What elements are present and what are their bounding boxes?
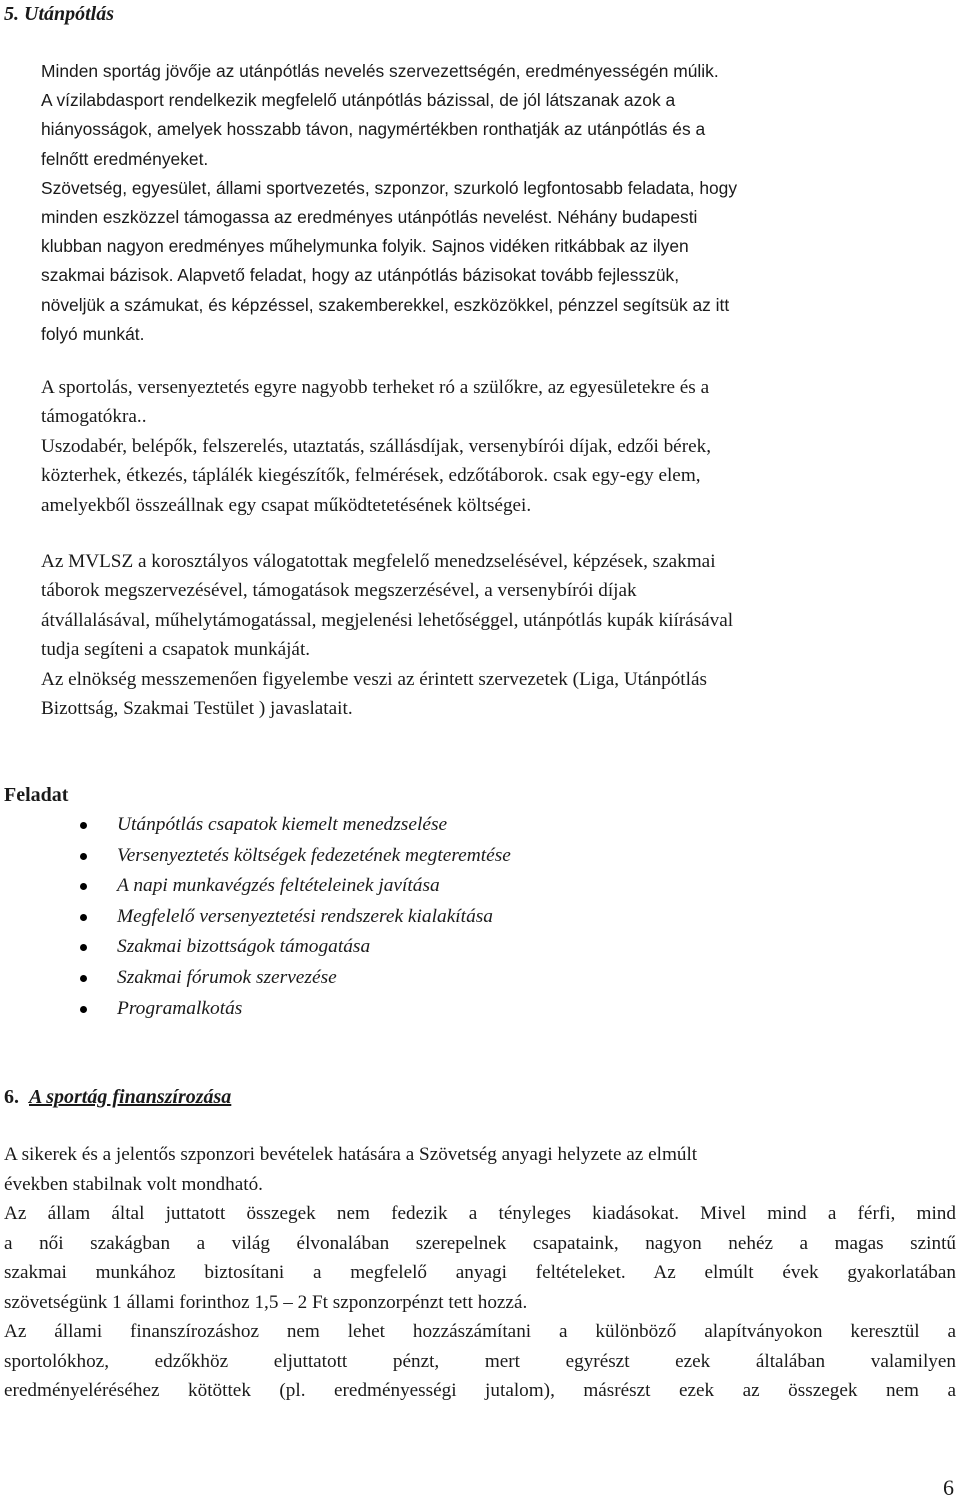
financing-text <box>4 1140 956 1406</box>
list-item <box>0 963 511 994</box>
bullet-icon <box>80 944 87 951</box>
list-item <box>0 871 511 902</box>
costs-line: amelyekből összeállnak egy csapat működtetetésének költségei. <box>41 494 532 516</box>
mvlsz-line: Bizottság, Szakmai Testület ) javaslatait. <box>41 698 353 720</box>
bullet-icon <box>80 1006 87 1013</box>
financing-line: években stabilnak volt mondható. <box>4 1173 263 1195</box>
financing-line: a női szakágban a világ élvonalában szerepelnek csapataink, nagyon nehéz a magas szintű <box>4 1232 956 1254</box>
page-number: 6 <box>943 1475 954 1500</box>
list-item <box>0 932 511 963</box>
bullet-icon <box>80 883 87 890</box>
task-label: Megfelelő versenyeztetési rendszerek kialakítása <box>117 905 494 927</box>
mvlsz-line: táborok megszervezésével, támogatások megszerzésével, a versenybírói díjak <box>41 580 637 602</box>
intro-line: szakmai bázisok. Alapvető feladat, hogy az utánpótlás bázisokat tovább fejlesszük, <box>41 265 680 286</box>
task-label: Szakmai bizottságok támogatása <box>117 936 371 958</box>
task-label: Versenyeztetés költségek fedezetének megteremtése <box>117 844 511 866</box>
financing-line: szövetségünk 1 állami forinthoz 1,5 – 2 Ft szponzorpénzt tett hozzá. <box>4 1291 528 1313</box>
list-item <box>0 994 511 1025</box>
task-list <box>0 810 511 1024</box>
costs-line: A sportolás, versenyeztetés egyre nagyobb terheket ró a szülőkre, az egyesületekre és a <box>41 377 710 398</box>
costs-line: támogatókra.. <box>41 406 147 428</box>
financing-line: A sikerek és a jelentős szponzori bevételek hatására a Szövetség anyagi helyzete az elmúlt <box>4 1144 698 1165</box>
intro-line: folyó munkát. <box>41 323 145 344</box>
section-6-title: A sportág finanszírozása <box>29 1086 232 1108</box>
costs-line: közterhek, étkezés, táplálék kiegészítők, felmérések, edzőtáborok. csak egy-egy elem, <box>41 465 701 487</box>
financing-line: szakmai munkához biztosítani a megfelelő anyagi feltételeket. Az elmúlt évek gyakorlatában <box>4 1262 956 1283</box>
list-item <box>0 841 511 872</box>
task-label: A napi munkavégzés feltételeinek javítása <box>117 875 440 897</box>
costs-paragraph <box>41 373 956 520</box>
intro-line: felnőtt eredményeket. <box>41 148 209 169</box>
mvlsz-line: Az elnökség messzemenően figyelembe veszi az érintett szervezetek (Liga, Utánpótlás <box>41 668 707 690</box>
bullet-icon <box>80 853 87 860</box>
financing-line: sportolókhoz, edzőkhöz eljuttatott pénzt, mert egyrészt ezek általában valamilyen <box>4 1350 956 1372</box>
mvlsz-line: átvállalásával, műhelytámogatással, megjelenési lehetőséggel, utánpótlás kupák kiírásával <box>41 609 734 631</box>
financing-line: eredményeléréséhez kötöttek (pl. eredményességi jutalom), másrészt ezek az összegek nem a <box>4 1380 956 1401</box>
feladat-heading: Feladat <box>4 784 69 806</box>
mvlsz-line: tudja segíteni a csapatok munkáját. <box>41 639 311 661</box>
financing-line: Az állam által juttatott összegek nem fedezik a tényleges kiadásokat. Mivel mind a férfi, mind <box>4 1203 956 1224</box>
intro-line: Minden sportág jövője az utánpótlás nevelés szervezettségén, eredményességén múlik. <box>41 61 719 81</box>
section-6-heading <box>4 1083 231 1111</box>
financing-line: Az állami finanszírozáshoz nem lehet hozzászámítani a különböző alapítványokon keresztül a <box>4 1321 956 1342</box>
list-item <box>0 902 511 933</box>
intro-line: hiányosságok, amelyek hosszabb távon, nagymértékben ronthatják az utánpótlás és a <box>41 119 706 140</box>
section-6-number: 6. <box>4 1086 19 1108</box>
intro-line: klubban nagyon eredményes műhelymunka folyik. Sajnos vidéken ritkábbak az ilyen <box>41 236 689 257</box>
bullet-icon <box>80 822 87 829</box>
task-label: Programalkotás <box>117 997 243 1019</box>
task-label: Szakmai fórumok szervezése <box>117 966 337 988</box>
bullet-icon <box>80 914 87 921</box>
list-item <box>0 810 511 841</box>
intro-line: A vízilabdasport rendelkezik megfelelő utánpótlás bázissal, de jól látszanak azok a <box>41 90 676 111</box>
mvlsz-line: Az MVLSZ a korosztályos válogatottak megfelelő menedzselésével, képzések, szakmai <box>41 551 716 572</box>
bullet-icon <box>80 975 87 982</box>
mvlsz-paragraph <box>41 547 956 723</box>
intro-line: Szövetség, egyesület, állami sportvezetés, szponzor, szurkoló legfontosabb feladata, hogy <box>41 177 738 198</box>
section-5-heading: 5. Utánpótlás <box>4 3 115 25</box>
section-5-intro <box>41 57 956 349</box>
costs-line: Uszodabér, belépők, felszerelés, utaztatás, szállásdíjak, versenybírói díjak, edzői bérek, <box>41 435 711 457</box>
task-label: Utánpótlás csapatok kiemelt menedzselése <box>117 814 448 835</box>
intro-line: minden eszközzel támogassa az eredményes utánpótlás nevelést. Néhány budapesti <box>41 207 698 228</box>
intro-line: növeljük a számukat, és képzéssel, szakemberekkel, eszközökkel, pénzzel segítsük az itt <box>41 294 730 315</box>
